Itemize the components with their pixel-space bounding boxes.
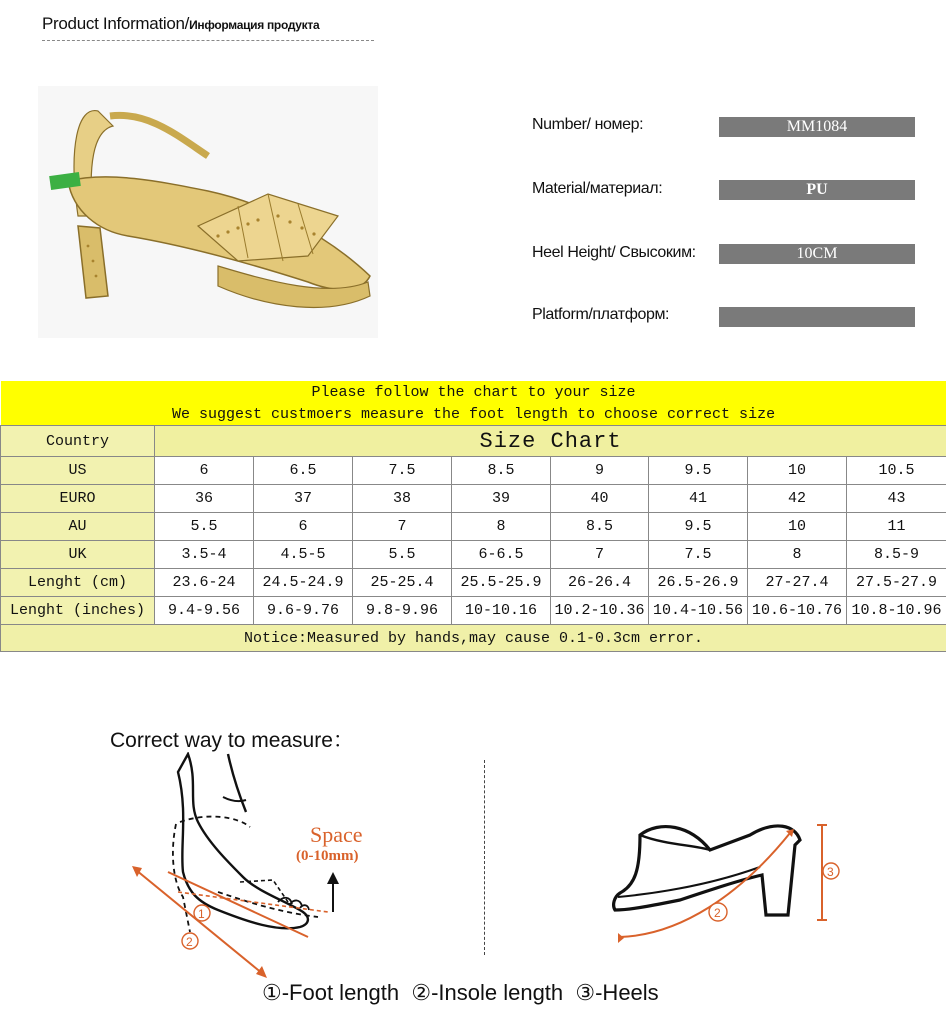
size-row-label: UK <box>1 541 155 569</box>
size-row <box>1 597 946 625</box>
size-cell: 10.8-10.96 <box>847 597 946 625</box>
size-cell: 6.5 <box>254 457 353 485</box>
size-cell: 9.8-9.96 <box>353 597 452 625</box>
size-cell: 9.5 <box>649 457 748 485</box>
size-cell: 7 <box>551 541 649 569</box>
size-row <box>1 569 946 597</box>
size-notice-1: Please follow the chart to your size <box>1 381 946 403</box>
size-cell: 36 <box>155 485 254 513</box>
size-cell: 38 <box>353 485 452 513</box>
size-cell: 4.5-5 <box>254 541 353 569</box>
size-cell: 8 <box>452 513 551 541</box>
size-cell: 10.2-10.36 <box>551 597 649 625</box>
page-title <box>42 14 319 34</box>
size-cell: 8 <box>748 541 847 569</box>
size-cell: 9.6-9.76 <box>254 597 353 625</box>
section-divider <box>484 760 485 955</box>
foot-marker-1: 1 <box>198 907 205 921</box>
size-row <box>1 485 946 513</box>
size-cell: 39 <box>452 485 551 513</box>
shoe-measure-diagram <box>600 805 850 955</box>
size-cell: 10.4-10.56 <box>649 597 748 625</box>
size-cell: 23.6-24 <box>155 569 254 597</box>
space-label: Space <box>310 822 363 847</box>
size-cell: 3.5-4 <box>155 541 254 569</box>
size-row <box>1 513 946 541</box>
size-row <box>1 457 946 485</box>
size-cell: 9 <box>551 457 649 485</box>
country-header: Country <box>1 426 155 457</box>
title-underline <box>42 40 374 41</box>
size-chart-title: Size Chart <box>155 426 946 457</box>
size-cell: 9.5 <box>649 513 748 541</box>
space-range: (0-10mm) <box>296 848 359 864</box>
shoe-marker-3: 3 <box>827 865 834 879</box>
size-cell: 5.5 <box>353 541 452 569</box>
size-cell: 7.5 <box>649 541 748 569</box>
size-cell: 11 <box>847 513 946 541</box>
size-cell: 7.5 <box>353 457 452 485</box>
size-cell: 25.5-25.9 <box>452 569 551 597</box>
size-row-label: Lenght (cm) <box>1 569 155 597</box>
spec-heel-value: 10CM <box>719 244 915 264</box>
size-cell: 10.6-10.76 <box>748 597 847 625</box>
size-cell: 27-27.4 <box>748 569 847 597</box>
title-ru: Информация продукта <box>189 18 320 32</box>
size-cell: 26.5-26.9 <box>649 569 748 597</box>
size-cell: 6-6.5 <box>452 541 551 569</box>
size-cell: 41 <box>649 485 748 513</box>
size-cell: 40 <box>551 485 649 513</box>
spec-heel-label: Heel Height/ Свысоким: <box>532 244 696 261</box>
spec-number-value: MM1084 <box>719 117 915 137</box>
spec-platform-label: Platform/платформ: <box>532 306 670 323</box>
size-cell: 10-10.16 <box>452 597 551 625</box>
size-cell: 6 <box>254 513 353 541</box>
size-row-label: EURO <box>1 485 155 513</box>
size-cell: 10.5 <box>847 457 946 485</box>
size-cell: 43 <box>847 485 946 513</box>
size-cell: 37 <box>254 485 353 513</box>
measure-title: Correct way to measure： <box>110 729 354 752</box>
size-cell: 8.5 <box>452 457 551 485</box>
product-shoe-image <box>38 86 378 338</box>
size-row-label: Lenght (inches) <box>1 597 155 625</box>
size-notice-2: We suggest custmoers measure the foot length to choose correct size <box>1 403 946 426</box>
size-cell: 10 <box>748 457 847 485</box>
size-cell: 5.5 <box>155 513 254 541</box>
foot-marker-2: 2 <box>186 935 193 949</box>
spec-platform-value <box>719 307 915 327</box>
measure-legend: ①-Foot length ②-Insole length ③-Heels <box>262 980 659 1005</box>
foot-measure-diagram <box>128 752 390 984</box>
size-cell: 8.5-9 <box>847 541 946 569</box>
title-en: Product Information/ <box>42 14 190 33</box>
size-cell: 7 <box>353 513 452 541</box>
size-notice-bottom: Notice:Measured by hands,may cause 0.1-0.3cm error. <box>1 625 946 652</box>
spec-material-label: Material/материал: <box>532 180 663 197</box>
size-cell: 25-25.4 <box>353 569 452 597</box>
size-cell: 8.5 <box>551 513 649 541</box>
size-cell: 9.4-9.56 <box>155 597 254 625</box>
size-cell: 42 <box>748 485 847 513</box>
size-row-label: AU <box>1 513 155 541</box>
size-chart-table <box>0 381 946 652</box>
size-cell: 24.5-24.9 <box>254 569 353 597</box>
size-cell: 10 <box>748 513 847 541</box>
shoe-marker-2: 2 <box>714 906 721 920</box>
size-cell: 6 <box>155 457 254 485</box>
size-row-label: US <box>1 457 155 485</box>
spec-number-label: Number/ номер: <box>532 116 644 133</box>
size-cell: 26-26.4 <box>551 569 649 597</box>
spec-material-value: PU <box>719 180 915 200</box>
size-row <box>1 541 946 569</box>
size-cell: 27.5-27.9 <box>847 569 946 597</box>
